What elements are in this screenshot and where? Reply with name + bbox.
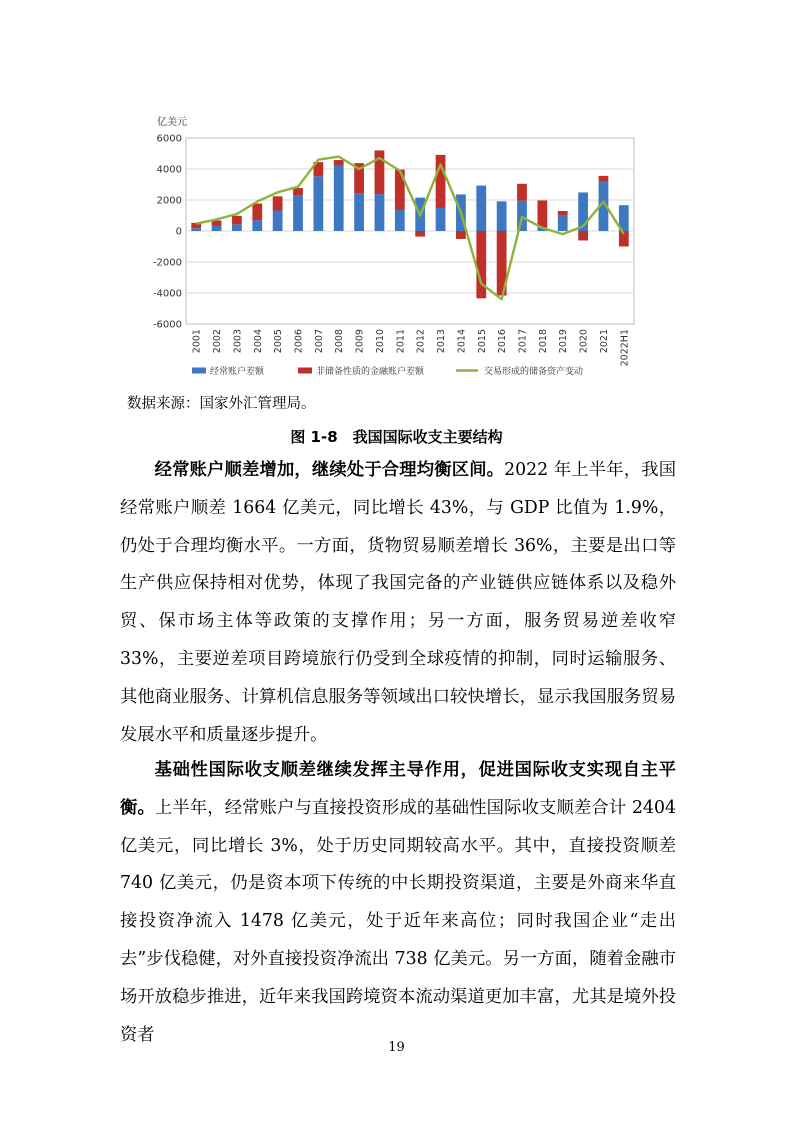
bar-financial-account	[456, 231, 466, 239]
bar-financial-account	[537, 200, 547, 227]
bar-current-account	[375, 194, 385, 231]
x-tick-label: 2021	[598, 329, 610, 354]
legend-swatch	[192, 368, 206, 374]
x-tick-label: 2018	[537, 329, 549, 354]
bar-current-account	[212, 226, 222, 231]
y-tick-label: 4000	[156, 164, 182, 176]
page-number: 19	[388, 1040, 405, 1055]
paragraph-lead: 基础性国际收支顺差继续发挥主导作用，促进国际收支实现自主平衡。	[120, 760, 676, 818]
x-tick-label: 2020	[578, 329, 590, 354]
bar-current-account	[313, 176, 323, 231]
x-tick-label: 2008	[334, 329, 346, 354]
bar-current-account	[497, 201, 507, 231]
x-tick-label: 2002	[212, 329, 224, 354]
paragraph-basic-balance	[120, 752, 676, 1054]
x-tick-label: 2006	[293, 329, 305, 354]
bar-current-account	[293, 195, 303, 231]
x-tick-label: 2014	[456, 329, 468, 354]
bar-current-account	[334, 166, 344, 231]
bar-financial-account	[578, 231, 588, 240]
y-tick-label: -6000	[152, 319, 182, 331]
bar-financial-account	[293, 188, 303, 195]
bar-financial-account	[334, 160, 344, 166]
x-tick-label: 2015	[476, 329, 488, 354]
x-tick-label: 2003	[232, 329, 244, 354]
x-tick-label: 2010	[374, 329, 386, 354]
x-tick-label: 2012	[415, 329, 427, 354]
x-tick-label: 2007	[313, 329, 325, 354]
bar-current-account	[354, 193, 364, 231]
y-tick-label: 6000	[156, 133, 182, 145]
bar-financial-account	[599, 176, 609, 182]
figure-caption: 图 1-8 我国国际收支主要结构	[290, 428, 503, 446]
legend-swatch	[298, 368, 312, 374]
x-tick-label: 2005	[273, 329, 285, 354]
bar-financial-account	[273, 196, 283, 210]
legend-label: 交易形成的储备资产变动	[484, 367, 584, 377]
bar-current-account	[395, 210, 405, 231]
x-tick-label: 2004	[252, 329, 264, 354]
bar-current-account	[558, 215, 568, 231]
balance-of-payments-chart	[140, 112, 660, 387]
x-tick-label: 2001	[191, 329, 203, 354]
x-tick-label: 2013	[436, 329, 448, 354]
bar-current-account	[476, 186, 486, 231]
y-tick-label: 2000	[156, 195, 182, 207]
legend-label: 经常账户差额	[210, 367, 265, 377]
bar-financial-account	[436, 155, 446, 208]
paragraph-body: 上半年，经常账户与直接投资形成的基础性国际收支顺差合计 2404 亿美元，同比增长 3%，处于历史同期较高水平。其中，直接投资顺差 740 亿美元，仍是资本项下传统的中长期投资渠道，主要是外商来华直接投资净流入 1478 亿美元，处于近年来高位；同时我国企业“走出去”步伐稳健，对外直接投资净流出 738 亿美元。另一方面，随着金融市场开放稳步推进，近年来我国跨境资本流动渠道更加丰富，尤其是境外投资者	[120, 797, 676, 1045]
bar-financial-account	[517, 184, 527, 201]
paragraph-current-account	[120, 452, 676, 754]
bar-current-account	[252, 220, 262, 231]
x-tick-label: 2022H1	[619, 329, 631, 367]
bar-financial-account	[232, 216, 242, 225]
source-note: 数据来源：国家外汇管理局。	[127, 396, 316, 412]
bar-financial-account	[252, 204, 262, 221]
legend-label: 非储备性质的金融账户差额	[316, 367, 425, 377]
x-tick-label: 2011	[395, 329, 407, 354]
bar-financial-account	[415, 231, 425, 237]
bar-current-account	[273, 210, 283, 231]
bar-current-account	[436, 208, 446, 231]
y-tick-label: -4000	[152, 288, 182, 300]
x-tick-label: 2016	[497, 329, 509, 354]
y-axis-unit-label: 亿美元	[157, 117, 187, 128]
y-tick-label: -2000	[152, 257, 182, 269]
paragraph-lead: 经常账户顺差增加，继续处于合理均衡区间。	[154, 460, 505, 480]
bar-current-account	[232, 224, 242, 231]
bar-financial-account	[476, 231, 486, 298]
bar-financial-account	[558, 211, 568, 215]
paragraph-body: 2022 年上半年，我国经常账户顺差 1664 亿美元，同比增长 43%，与 GDP 比值为 1.9%，仍处于合理均衡水平。一方面，货物贸易顺差增长 36%，主要是出口等生产供应保持相对优势，体现了我国完备的产业链供应链体系以及稳外贸、保市场主体等政策的支撑作用；另一方面，服务贸易逆差收窄 33%，主要逆差项目跨境旅行仍受到全球疫情的抑制，同时运输服务、其他商业服务、计算机信息服务等领域出口较快增长，显示我国服务贸易发展水平和质量逐步提升。	[120, 460, 676, 745]
x-tick-label: 2017	[517, 329, 529, 354]
x-tick-label: 2019	[558, 329, 570, 354]
bar-current-account	[191, 228, 201, 231]
y-tick-label: 0	[175, 226, 182, 238]
x-tick-label: 2009	[354, 329, 366, 354]
